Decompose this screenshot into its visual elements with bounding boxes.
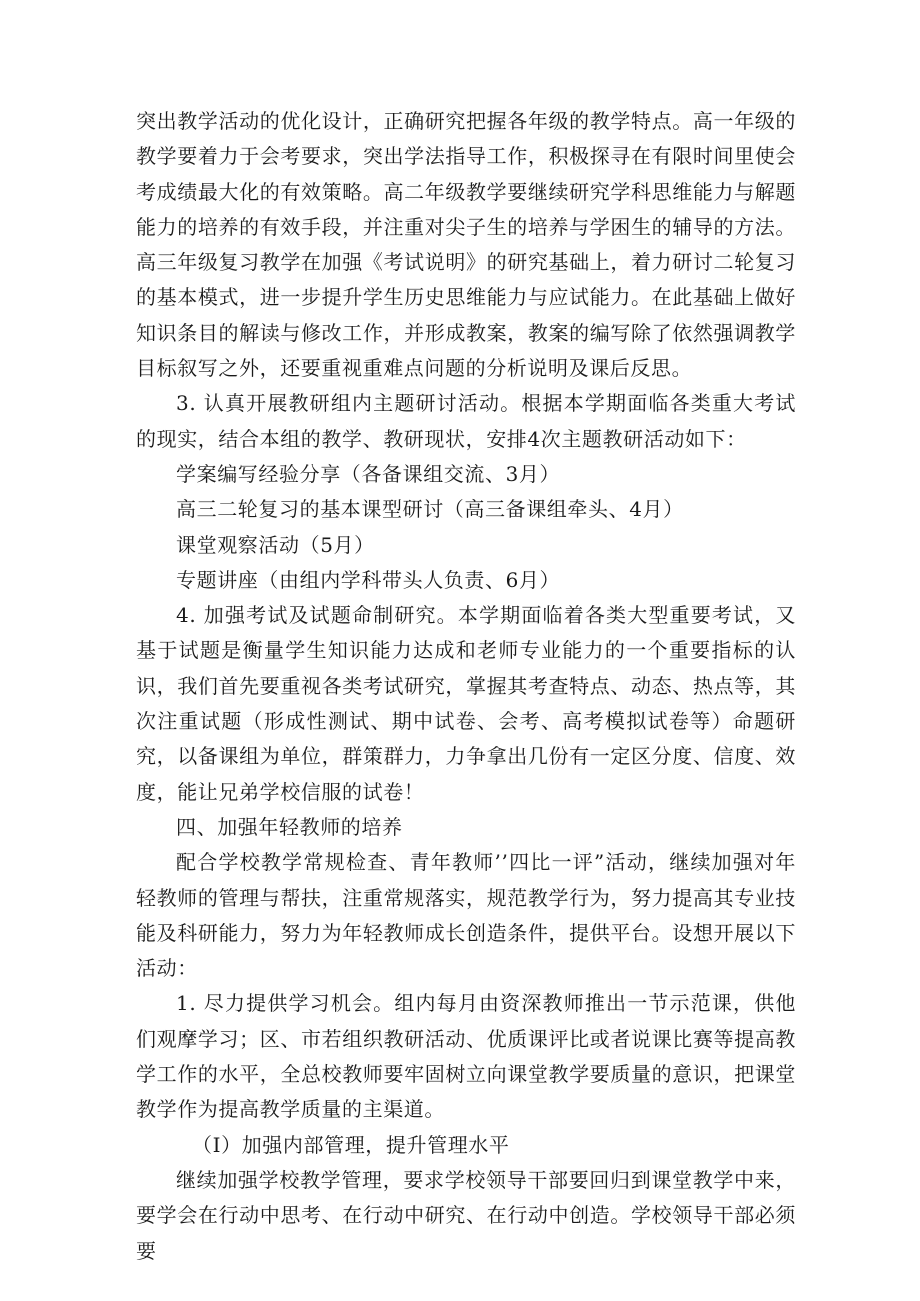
paragraph-item-1-learning-opportunities: 1. 尽力提供学习机会。组内每月由资深教师推出一节示范课，供他们观摩学习；区、市若组织教研活动、优质课评比或者说课比赛等提高教学工作的水平，全总校教师要牢固树立向课堂教学要质量的意识，把课堂教学作为提高教学质量的主渠道。 — [136, 991, 796, 1122]
subheading-internal-management: （I）加强内部管理，提升管理水平 — [192, 1132, 510, 1157]
document-body — [136, 104, 796, 1269]
paragraph-item-4-exam-research: 4. 加强考试及试题命制研究。本学期面临着各类大型重要考试，又基于试题是衡量学生知识能力达成和老师专业能力的一个重要指标的认识，我们首先要重视各类考试研究，掌握其考查特点、动态、热点等，其次注重试题（形成性测试、期中试卷、会考、高考模拟试卷等）命题研究，以备课组为单位，群策群力，力争拿出几份有一定区分度、信度、效度，能让兄弟学校信服的试卷！ — [136, 603, 796, 804]
paragraph-management-continued: 继续加强学校教学管理，要求学校领导干部要回归到课堂教学中来，要学会在行动中思考、在行动中研究、在行动中创造。学校领导干部必须要 — [136, 1167, 796, 1263]
list-item-activity-2: 高三二轮复习的基本课型研讨（高三备课组牵头、4月） — [176, 497, 684, 522]
list-item-activity-3: 课堂观察活动（5月） — [176, 532, 375, 557]
section-heading-young-teachers: 四、加强年轻教师的培养 — [176, 814, 403, 839]
paragraph-teaching-design: 突出教学活动的优化设计，正确研究把握各年级的教学特点。高一年级的教学要着力于会考要求，突出学法指导工作，积极探寻在有限时间里使会考成绩最大化的有效策略。高二年级教学要继续研究学科思维能力与解题能力的培养的有效手段，并注重对尖子生的培养与学困生的辅导的方法。高三年级复习教学在加强《考试说明》的研究基础上，着力研讨二轮复习的基本模式，进一步提升学生历史思维能力与应试能力。在此基础上做好知识条目的解读与修改工作，并形成教案，教案的编写除了依然强调教学目标叙写之外，还要重视重难点问题的分析说明及课后反思。 — [136, 109, 796, 381]
paragraph-item-3-theme-seminars: 3. 认真开展教研组内主题研讨活动。根据本学期面临各类重大考试的现实，结合本组的教学、教研现状，安排4次主题教研活动如下： — [136, 391, 796, 451]
list-item-activity-1: 学案编写经验分享（各备课组交流、3月） — [176, 461, 561, 486]
list-item-activity-4: 专题讲座（由组内学科带头人负责、6月） — [176, 567, 561, 592]
paragraph-young-teacher-support: 配合学校教学常规检查、青年教师’’四比一评”活动，继续加强对年轻教师的管理与帮扶，注重常规落实，规范教学行为，努力提高其专业技能及科研能力，努力为年轻教师成长创造条件，提供平台。设想开展以下活动： — [136, 850, 796, 981]
